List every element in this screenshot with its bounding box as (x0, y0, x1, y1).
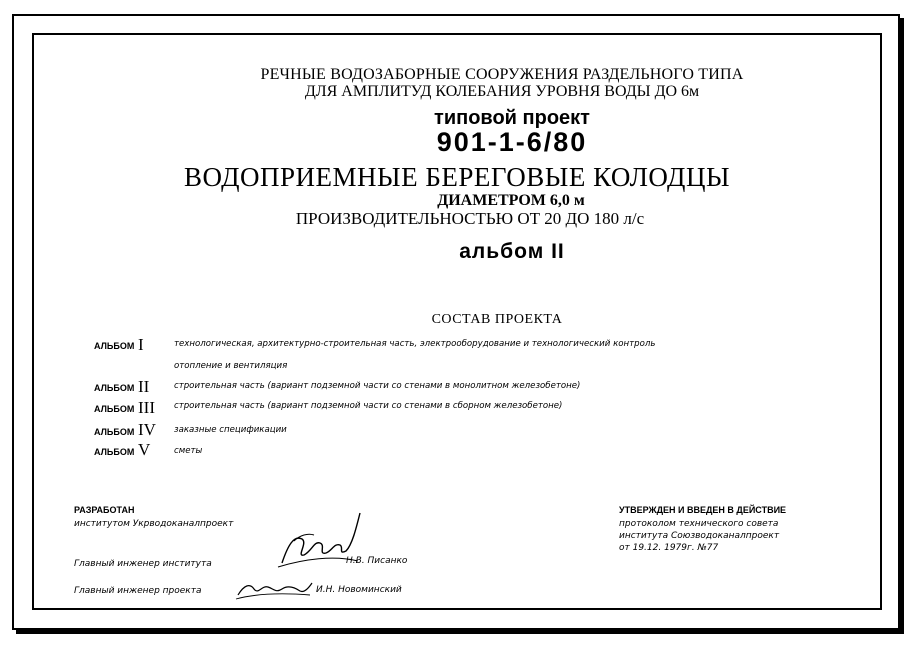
document-inner-frame (32, 33, 882, 610)
developed-institute: институтом Укрводоканалпроект (74, 519, 234, 529)
album-roman: II (138, 377, 150, 396)
album-roman: IV (138, 420, 156, 439)
album-description: сметы (174, 446, 203, 456)
chief-project-role: Главный инженер проекта (74, 586, 202, 596)
approved-line-2: института Союзводоканалпроект (619, 531, 780, 541)
album-title: альбом II (459, 240, 565, 263)
diameter-line: ДИАМЕТРОМ 6,0 м (437, 192, 585, 209)
album-roman: I (138, 335, 144, 354)
signature-chief-project (234, 573, 314, 603)
approved-line-3: от 19.12. 1979г. №77 (619, 543, 719, 553)
album-label: АЛЬБОМ (94, 404, 135, 414)
album-roman: V (138, 440, 151, 459)
developed-heading: РАЗРАБОТАН (74, 505, 135, 515)
header-line-2: ДЛЯ АМПЛИТУД КОЛЕБАНИЯ УРОВНЯ ВОДЫ ДО 6м (304, 83, 700, 100)
album-label: АЛЬБОМ (94, 383, 135, 393)
project-number: 901-1-6/80 (436, 127, 588, 157)
album-description: отопление и вентиляция (174, 361, 288, 371)
chief-institute-name: Н.В. Писанко (346, 556, 408, 566)
album-label: АЛЬБОМ (94, 447, 135, 457)
signature-chief-institute (274, 505, 364, 575)
album-label: АЛЬБОМ (94, 427, 135, 437)
album-description: строительная часть (вариант подземной части со стенами в монолитном железобетоне) (174, 381, 581, 391)
album-description: заказные спецификации (174, 425, 287, 435)
album-label: АЛЬБОМ (94, 341, 135, 351)
main-title: ВОДОПРИЕМНЫЕ БЕРЕГОВЫЕ КОЛОДЦЫ (183, 162, 731, 192)
album-description: технологическая, архитектурно-строительная часть, электрооборудование и технологический контроль (174, 339, 656, 349)
approved-heading: УТВЕРЖДЕН И ВВЕДЕН В ДЕЙСТВИЕ (619, 505, 787, 515)
chief-institute-role: Главный инженер института (74, 559, 212, 569)
approved-line-1: протоколом технического совета (619, 519, 779, 529)
chief-project-name: И.Н. Новоминский (316, 585, 402, 595)
typical-project-label: типовой проект (434, 107, 590, 129)
capacity-line: ПРОИЗВОДИТЕЛЬНОСТЬЮ ОТ 20 ДО 180 л/с (295, 209, 645, 228)
composition-heading: СОСТАВ ПРОЕКТА (431, 312, 563, 327)
album-description: строительная часть (вариант подземной части со стенами в сборном железобетоне) (174, 401, 563, 411)
header-line-1: РЕЧНЫЕ ВОДОЗАБОРНЫЕ СООРУЖЕНИЯ РАЗДЕЛЬНОГО ТИПА (260, 66, 744, 83)
album-roman: III (138, 398, 155, 417)
